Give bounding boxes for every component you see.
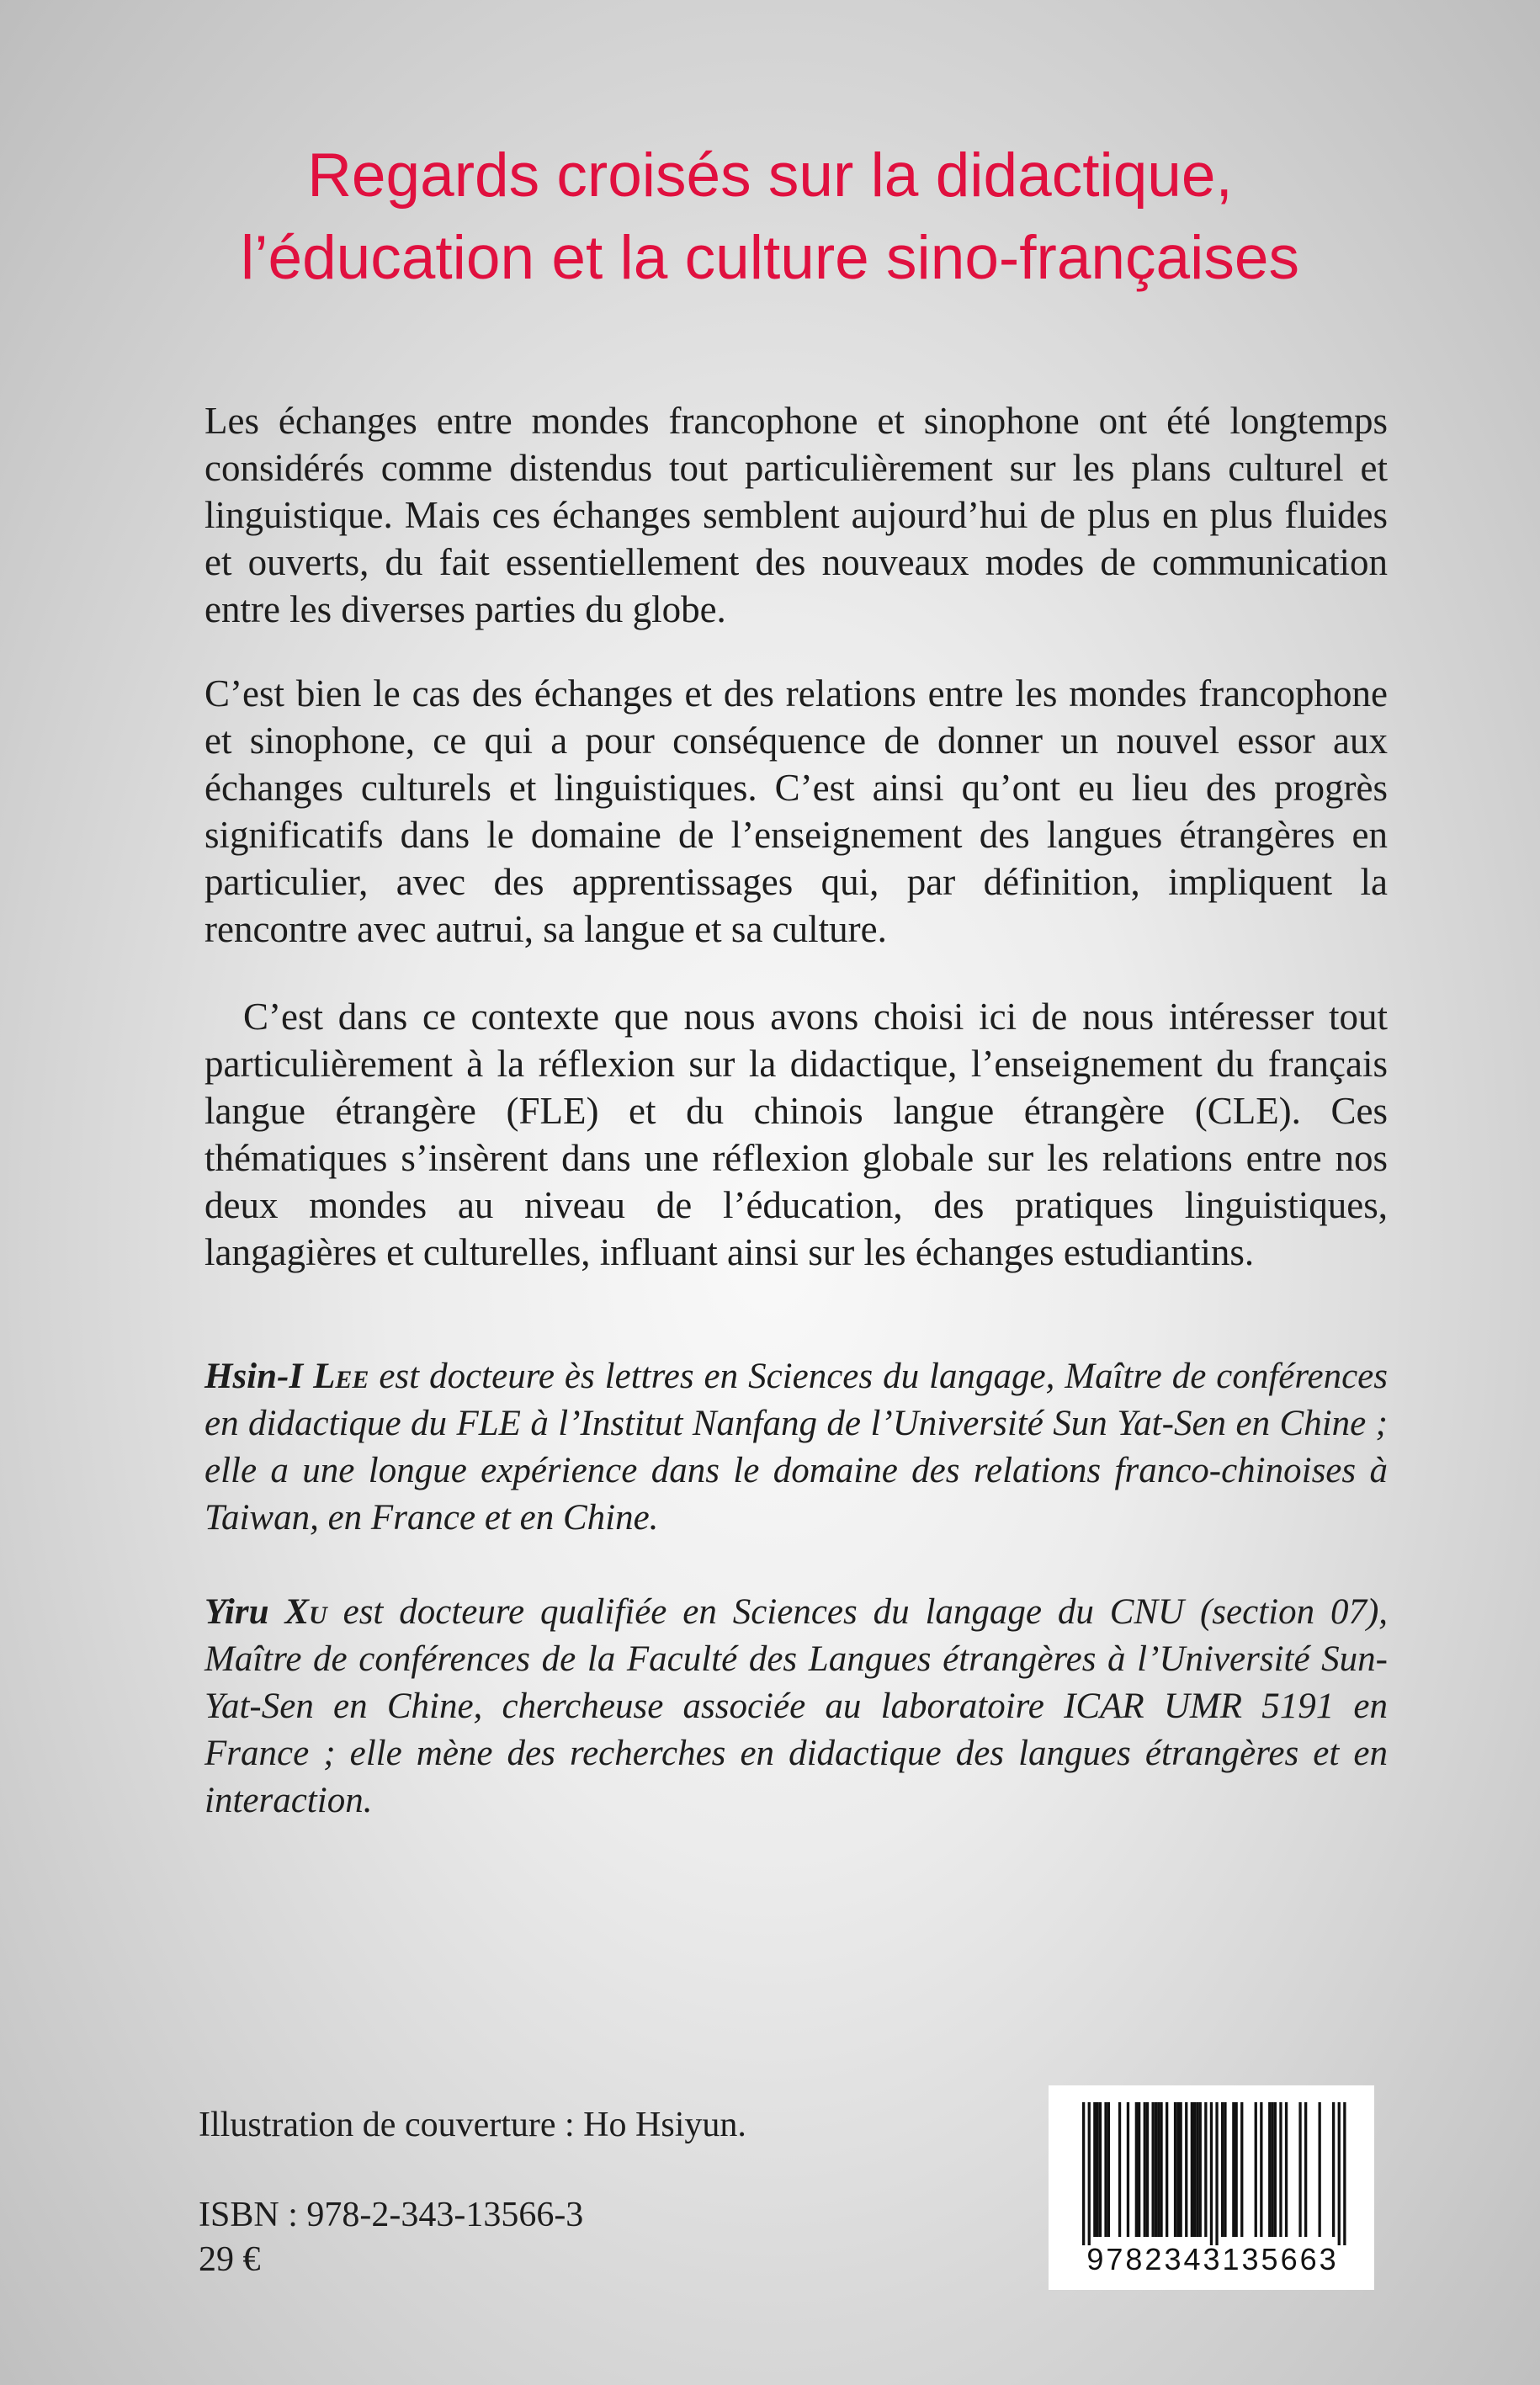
barcode-bar (1088, 2102, 1091, 2245)
barcode-bar (1343, 2102, 1346, 2245)
barcode-bar (1138, 2102, 1140, 2237)
barcode-bar (1240, 2102, 1243, 2237)
author-1-first-name: Hsin-I (204, 1357, 304, 1396)
barcode-bar (1260, 2102, 1262, 2237)
barcode-bar (1304, 2102, 1307, 2237)
title-line-2: l’éducation et la culture sino-françaises (241, 224, 1299, 292)
blurb-paragraph-2: C’est bien le cas des échanges et des relations entre les mondes francophone et sinophone, ce qui a pour conséquence de donner un nouvel essor aux échanges culturels et linguistiques. C’est ainsi qu’ont eu lieu des progrès significatifs dans le domaine de l’enseignement des langues étrangères en particulier, avec des apprentissages qui, par définition, impliquent la rencontre avec autrui, sa langue et sa culture. (204, 672, 1388, 950)
barcode-bar (1097, 2102, 1099, 2237)
barcode-bar (1146, 2102, 1149, 2237)
author-bio-1 (204, 1353, 1388, 1542)
barcode-digits: 9782343135663 (1086, 2242, 1339, 2276)
barcode-bar (1338, 2102, 1341, 2245)
barcode-bar (1232, 2102, 1235, 2237)
barcode-bar (1180, 2102, 1182, 2237)
barcode-bar (1144, 2102, 1146, 2237)
title-line-1: Regards croisés sur la didactique, (307, 141, 1233, 210)
barcode-bars (1049, 2085, 1374, 2245)
barcode-bar (1157, 2102, 1160, 2237)
author-2-first-name: Yiru (204, 1592, 269, 1632)
author-1-bio: est docteure ès lettres en Sciences du langage, Maître de conférences en didactique du FLE à l’Institut Nanfang de l’Université Sun Yat-Sen en Chine ; elle a une longue expérience dans le domaine des relations franco-chinoises à Taiwan, en France et en Chine. (204, 1357, 1388, 1538)
barcode-bar (1160, 2102, 1162, 2237)
barcode-bar (1104, 2102, 1107, 2237)
barcode-bar (1319, 2102, 1321, 2237)
barcode-bar (1235, 2102, 1238, 2237)
barcode-bar (1285, 2102, 1288, 2237)
book-title (101, 135, 1439, 300)
isbn-label: ISBN : 978-2-343-13566-3 (199, 2196, 584, 2234)
barcode-bar (1210, 2102, 1213, 2245)
price-label: 29 € (199, 2240, 261, 2279)
barcode-bar (1135, 2102, 1138, 2237)
barcode-bar (1199, 2102, 1202, 2237)
barcode-bar (1221, 2102, 1224, 2237)
barcode-bar (1166, 2102, 1168, 2237)
blurb-paragraph-3: C’est dans ce contexte que nous avons choisi ici de nous intéresser tout particulièrement à la réflexion sur la didactique, l’enseignement du français langue étrangère (FLE) et du chinois langue étrangère (CLE). Ces thématiques s’insèrent dans une réflexion globale sur les relations entre nos deux mondes au niveau de l’éducation, des pratiques linguistiques, langagières et culturelles, influant ainsi sur les échanges estudiantins. (204, 996, 1388, 1273)
barcode-bar (1215, 2102, 1218, 2245)
barcode-bar (1196, 2102, 1198, 2237)
barcode-bar (1268, 2102, 1271, 2237)
barcode-bar (1274, 2102, 1277, 2237)
illustration-credit: Illustration de couverture : Ho Hsiyun. (199, 2106, 746, 2144)
barcode-bar (1082, 2102, 1085, 2245)
barcode-bar (1271, 2102, 1273, 2237)
author-bio-2 (204, 1589, 1388, 1825)
barcode-bar (1255, 2102, 1257, 2237)
barcode-bar (1191, 2102, 1193, 2237)
barcode-bar (1099, 2102, 1102, 2237)
blurb-paragraph-1: Les échanges entre mondes francophone et sinophone ont été longtemps considérés comme distendus tout particulièrement sur les plans culturel et linguistique. Mais ces échanges semblent aujourd’hui de plus en plus fluides et ouverts, du fait essentiellement des nouveaux modes de communication entre les diverses parties du globe. (204, 400, 1388, 630)
author-2-bio: est docteure qualifiée en Sciences du langage du CNU (section 07), Maître de conférences de la Faculté des Langues étrangères à l’Université Sun-Yat-Sen en Chine, chercheuse associée au laboratoire ICAR UMR 5191 en France ; elle mène des recherches en didactique des langues étrangères et en interaction. (204, 1592, 1389, 1820)
barcode-bar (1118, 2102, 1121, 2237)
barcode-bar (1152, 2102, 1155, 2237)
barcode (1049, 2085, 1374, 2290)
barcode-bar (1193, 2102, 1196, 2237)
barcode-bar (1298, 2102, 1301, 2237)
barcode-bar (1127, 2102, 1129, 2237)
barcode-bar (1332, 2102, 1335, 2237)
barcode-bar (1107, 2102, 1110, 2237)
author-2-last-name: Xu (284, 1592, 327, 1632)
barcode-bar (1176, 2102, 1179, 2237)
barcode-bar (1224, 2102, 1226, 2237)
author-1-last-name: Lee (313, 1357, 369, 1396)
barcode-bar (1174, 2102, 1176, 2237)
barcode-bar (1204, 2102, 1207, 2237)
barcode-bar (1155, 2102, 1157, 2237)
barcode-bar (1093, 2102, 1096, 2237)
barcode-bar (1185, 2102, 1187, 2237)
barcode-bar (1279, 2102, 1282, 2237)
